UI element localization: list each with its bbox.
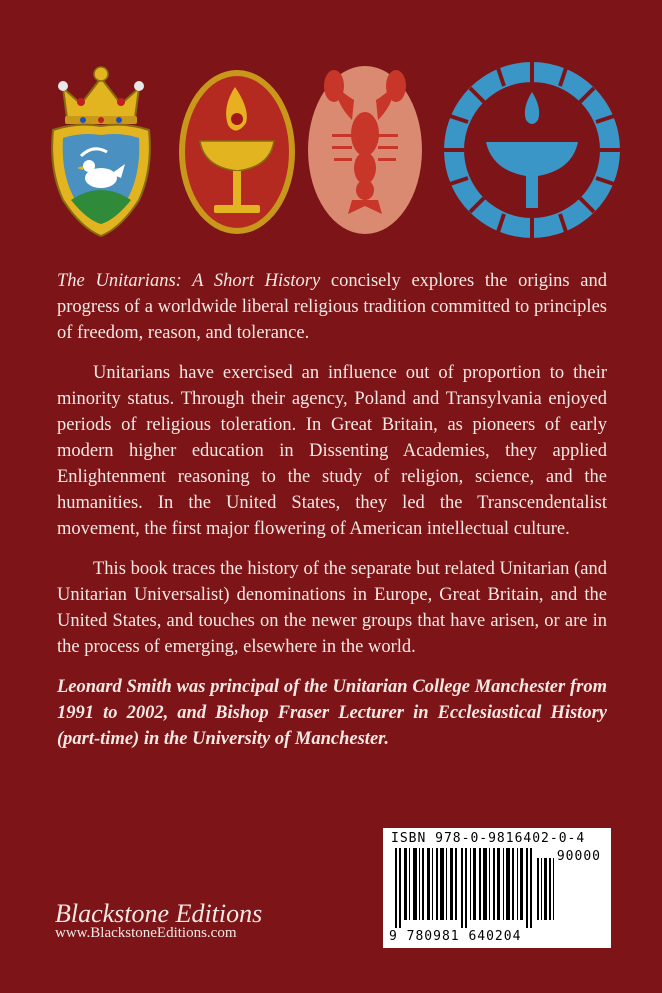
- description-text: [57, 268, 607, 766]
- book-title-inline: The Unitarians: A Short History: [57, 271, 321, 291]
- isbn-barcode: [383, 828, 611, 948]
- crowned-dove-coat-of-arms-icon: [45, 60, 157, 240]
- gold-flaming-chalice-icon: [176, 67, 298, 237]
- emblem-row: [0, 60, 662, 245]
- barcode-bars: [389, 848, 559, 928]
- description-paragraph-1: [57, 268, 607, 346]
- description-p1-rest: concisely explores the origins and progress of a worldwide liberal religious tradition committed to principles of freedom, reason, and tolerance.: [57, 271, 607, 343]
- publisher-website: www.BlackstoneEditions.com: [55, 925, 237, 941]
- description-paragraph-2: Unitarians have exercised an influence out of proportion to their minority status. Through their agency, Poland and Transylvania enjoyed periods of religious toleration. In Great Britain, as pioneers of early modern higher education in Dissenting Academies, they applied Enlightenment reasoning to the study of religion, science, and the humanities. In the United States, they led the Transcendentalist movement, the first major flowering of American intellectual culture.: [57, 363, 607, 539]
- publisher-name: Blackstone Editions: [55, 899, 263, 928]
- barcode-digits: 9 780981 640204: [389, 929, 522, 944]
- author-bio: Leonard Smith was principal of the Unitarian College Manchester from 1991 to 2002, and Bishop Fraser Lecturer in Ecclesiastical History (part-time) in the University of Manchester.: [57, 677, 607, 749]
- isbn-label: ISBN 978-0-9816402-0-4: [391, 831, 586, 846]
- lobster-seal-icon: [306, 64, 424, 236]
- blue-flaming-chalice-icon: [442, 60, 622, 240]
- price-code: 90000: [556, 849, 601, 864]
- description-paragraph-3: This book traces the history of the separate but related Unitarian (and Unitarian Universalist) denominations in Europe, Great Britain, and the United States, and touches on the newer groups that have arisen, or are in the process of emerging, elsewhere in the world.: [57, 559, 607, 657]
